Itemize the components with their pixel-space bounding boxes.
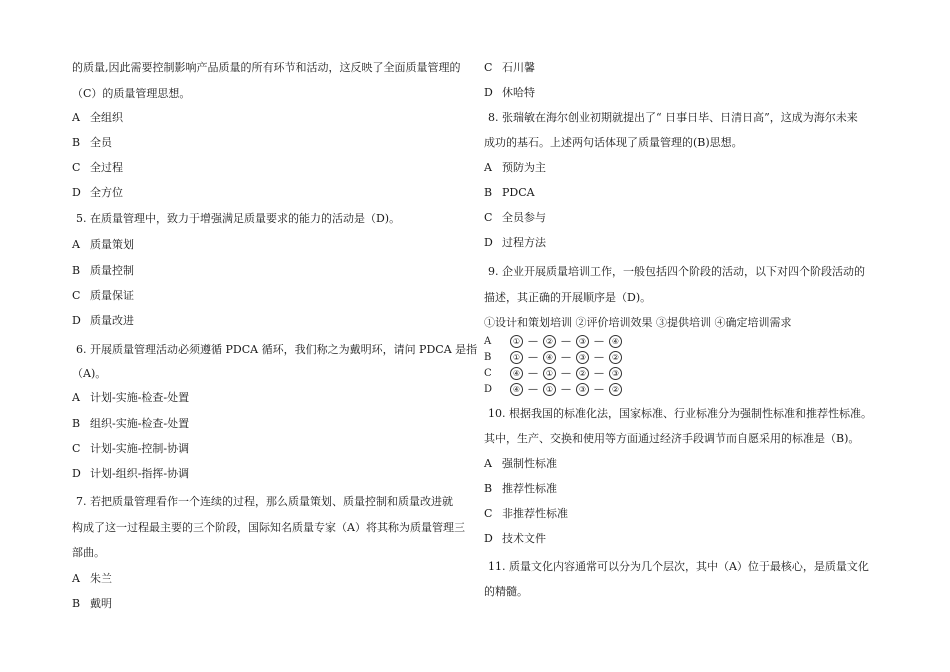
option-text: 全员参与 [502, 211, 546, 224]
step-marker: ③ [576, 335, 589, 348]
q8-stem-line2: 成功的基石。上述两句话体现了质量管理的(B)思想。 [484, 136, 743, 149]
q5-option-c [72, 289, 134, 303]
option-text: 计划-组织-指挥-协调 [90, 467, 190, 480]
option-letter: C [484, 507, 493, 520]
q6-option-c [72, 442, 189, 456]
q9-activities: ①设计和策划培训 ②评价培训效果 ③提供培训 ④确定培训需求 [484, 316, 792, 329]
option-text: 预防为主 [502, 161, 546, 174]
option-letter: C [72, 442, 81, 455]
option-text: 过程方法 [502, 236, 546, 249]
q10-option-a [484, 457, 557, 471]
q9-stem-line2: 描述，其正确的开展顺序是（D)。 [484, 291, 652, 304]
q9-sequence-a: A ① — ② — ③ — ④ [484, 335, 622, 349]
q11-stem-line1: 11. 质量文化内容通常可以分为几个层次，其中（A）位于最核心，是质量文化 [488, 560, 869, 573]
option-letter: C [72, 161, 81, 174]
option-text: 组织-实施-检查-处置 [90, 417, 190, 430]
option-letter: B [72, 597, 81, 610]
q9-sequence-c: C ④ — ① — ② — ③ [484, 367, 622, 381]
option-letter: A [484, 336, 492, 347]
option-letter: D [484, 384, 493, 395]
option-text: 全方位 [90, 186, 123, 199]
option-text: 非推荐性标准 [502, 507, 568, 520]
q7-stem-line2: 构成了这一过程最主要的三个阶段，国际知名质量专家（A）将其称为质量管理三 [72, 521, 465, 534]
q6-option-d [72, 467, 189, 481]
q4-stem-line2: （C）的质量管理思想。 [72, 87, 191, 100]
q4-option-b [72, 136, 112, 150]
q4-option-d [72, 186, 123, 200]
q10-stem-line1: 10. 根据我国的标准化法，国家标准、行业标准分为强制性标准和推荐性标准。 [488, 407, 872, 420]
option-letter: B [72, 136, 81, 149]
option-letter: D [484, 236, 493, 249]
option-text: 强制性标准 [502, 457, 557, 470]
step-marker: ① [510, 351, 523, 364]
q5-option-d [72, 314, 134, 328]
option-text: 质量控制 [90, 264, 134, 277]
step-marker: ① [543, 367, 556, 380]
q10-stem-line2: 其中，生产、交换和使用等方面通过经济手段调节而自愿采用的标准是（B)。 [484, 432, 860, 445]
option-letter: B [484, 482, 493, 495]
option-text: 质量改进 [90, 314, 134, 327]
q6-stem-line1: 6. 开展质量管理活动必须遵循 PDCA 循环，我们称之为戴明环，请问 PDCA 是指 [76, 343, 478, 356]
q4-option-c [72, 161, 123, 175]
step-marker: ④ [543, 351, 556, 364]
q4-option-a [72, 111, 123, 125]
q7-option-b [72, 597, 112, 611]
step-marker: ④ [609, 335, 622, 348]
option-text: 计划-实施-控制-协调 [90, 442, 190, 455]
q7-stem-line1: 7. 若把质量管理看作一个连续的过程，那么质量策划、质量控制和质量改进就 [76, 495, 453, 508]
q7-stem-line3: 部曲。 [72, 546, 105, 559]
q5-stem: 5. 在质量管理中，致力于增强满足质量要求的能力的活动是（D)。 [76, 212, 401, 225]
option-letter: A [484, 161, 492, 174]
step-marker: ③ [609, 367, 622, 380]
q8-stem-line1: 8. 张瑞敏在海尔创业初期就提出了“ 日事日毕、日清日高”，这成为海尔未来 [488, 111, 858, 124]
q11-stem-line2: 的精髓。 [484, 585, 528, 598]
option-letter: A [72, 238, 80, 251]
option-text: 推荐性标准 [502, 482, 557, 495]
option-letter: D [72, 467, 81, 480]
option-text: 朱兰 [90, 572, 112, 585]
option-text: 质量保证 [90, 289, 134, 302]
q8-option-a [484, 161, 546, 175]
option-text: 休哈特 [502, 86, 535, 99]
option-text: 戴明 [90, 597, 112, 610]
option-letter: B [484, 186, 493, 199]
step-marker: ④ [510, 383, 523, 396]
step-marker: ③ [576, 383, 589, 396]
q8-option-c [484, 211, 546, 225]
option-letter: B [72, 417, 81, 430]
q10-option-c [484, 507, 568, 521]
option-letter: A [72, 391, 80, 404]
option-letter: C [484, 368, 492, 379]
q7-option-d [484, 86, 535, 100]
step-marker: ② [543, 335, 556, 348]
q5-option-a [72, 238, 134, 252]
q8-option-b [484, 186, 535, 200]
option-letter: B [484, 352, 492, 363]
q8-option-d [484, 236, 546, 250]
option-text: 全组织 [90, 111, 123, 124]
option-text: PDCA [502, 186, 535, 199]
step-marker: ② [609, 383, 622, 396]
option-letter: D [72, 186, 81, 199]
option-letter: C [484, 61, 493, 74]
option-text: 全过程 [90, 161, 123, 174]
q5-option-b [72, 264, 134, 278]
option-text: 技术文件 [502, 532, 546, 545]
step-marker: ① [510, 335, 523, 348]
q9-stem-line1: 9. 企业开展质量培训工作，一般包括四个阶段的活动，以下对四个阶段活动的 [488, 265, 865, 278]
step-marker: ① [543, 383, 556, 396]
option-text: 全员 [90, 136, 112, 149]
option-text: 计划-实施-检查-处置 [90, 391, 190, 404]
q10-option-b [484, 482, 557, 496]
q7-option-a [72, 572, 112, 586]
option-letter: D [72, 314, 81, 327]
option-letter: C [72, 289, 81, 302]
step-marker: ② [576, 367, 589, 380]
option-letter: D [484, 532, 493, 545]
q7-option-c [484, 61, 535, 75]
option-letter: D [484, 86, 493, 99]
option-letter: A [72, 572, 80, 585]
q6-option-a [72, 391, 189, 405]
option-letter: B [72, 264, 81, 277]
q9-sequence-b: B ① — ④ — ③ — ② [484, 351, 622, 365]
option-text: 石川馨 [502, 61, 535, 74]
option-text: 质量策划 [90, 238, 134, 251]
step-marker: ② [609, 351, 622, 364]
option-letter: C [484, 211, 493, 224]
step-marker: ④ [510, 367, 523, 380]
q9-sequence-d: D ④ — ① — ③ — ② [484, 383, 622, 397]
q10-option-d [484, 532, 546, 546]
option-letter: A [72, 111, 80, 124]
q6-stem-line2: （A)。 [72, 367, 107, 380]
step-marker: ③ [576, 351, 589, 364]
q6-option-b [72, 417, 189, 431]
option-letter: A [484, 457, 492, 470]
q4-stem-line1: 的质量,因此需要控制影响产品质量的所有环节和活动，这反映了全面质量管理的 [72, 61, 461, 74]
